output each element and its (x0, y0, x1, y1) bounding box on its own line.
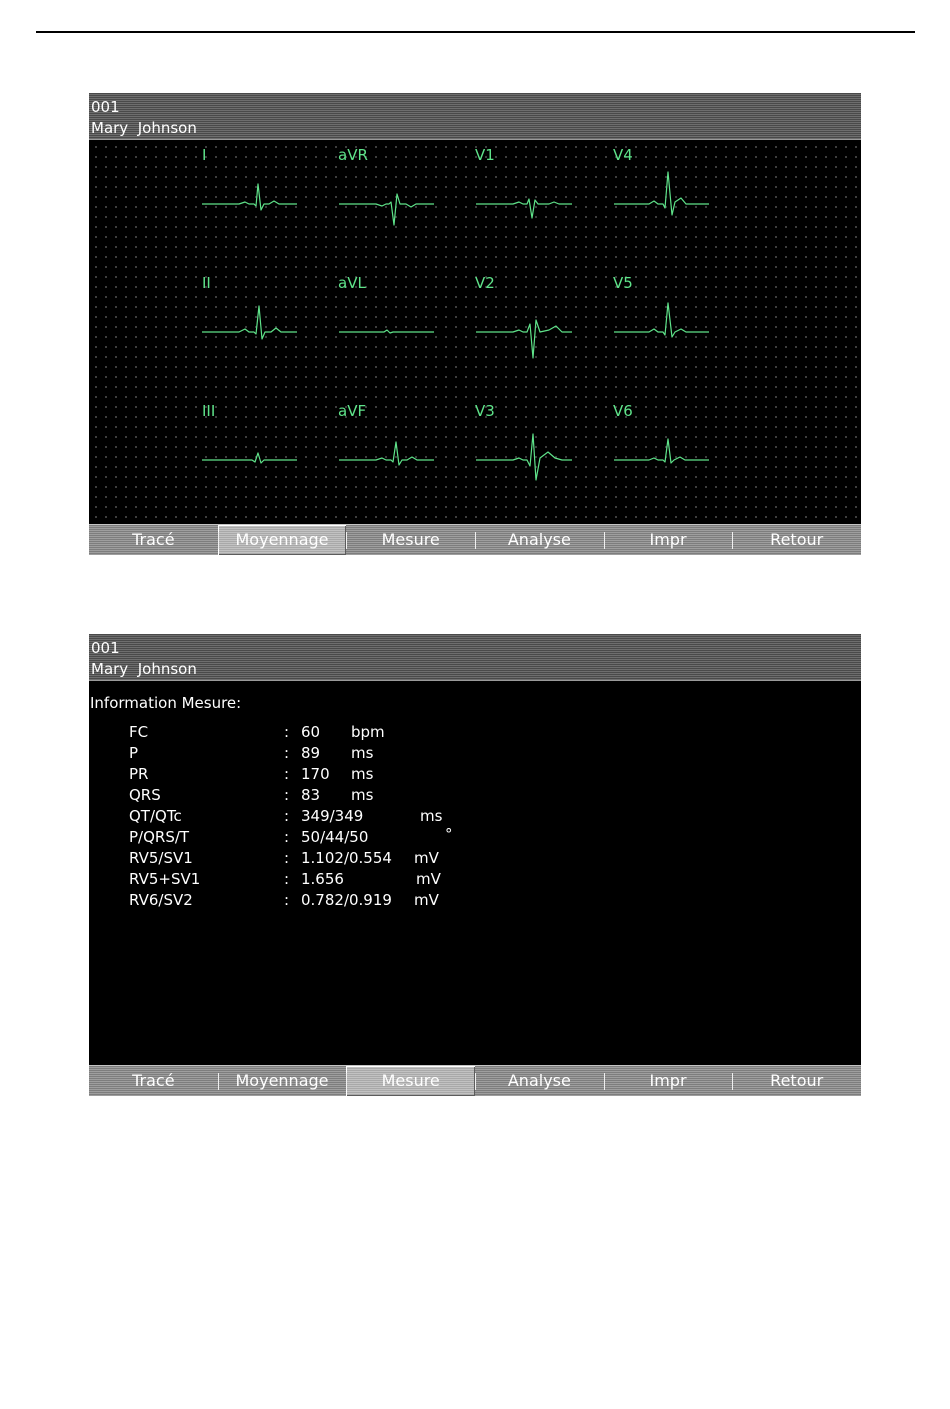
lead-label-III: III (202, 402, 216, 420)
back-button[interactable]: Retour (732, 1066, 861, 1096)
measure-button[interactable]: Mesure (346, 1066, 475, 1096)
measurement-row-qrs (89, 785, 861, 806)
waveform-V5 (614, 303, 709, 337)
param-name: PR (129, 765, 149, 783)
print-button[interactable]: Impr (604, 525, 733, 555)
lead-label-II: II (202, 274, 211, 292)
lead-label-V5: V5 (613, 274, 633, 292)
param-name: RV5/SV1 (129, 849, 193, 867)
param-colon: : (284, 807, 290, 825)
trace-button[interactable]: Tracé (132, 1071, 175, 1090)
param-colon: : (284, 786, 290, 804)
waveform-III (202, 453, 297, 463)
param-name: FC (129, 723, 149, 741)
measurement-row-rv5-plus-sv1 (89, 869, 861, 890)
param-unit: ms (351, 744, 374, 762)
waveform-V4 (614, 172, 709, 215)
ecg-waveforms (89, 140, 861, 524)
waveform-aVL (339, 330, 434, 333)
lead-label-aVR: aVR (338, 146, 368, 164)
lead-label-V4: V4 (613, 146, 633, 164)
param-unit: ms (351, 765, 374, 783)
param-unit: ° (445, 825, 453, 843)
waveform-II (202, 306, 297, 339)
param-value: 0.782/0.919 (301, 891, 392, 909)
averaging-button[interactable]: Moyennage (218, 1066, 347, 1096)
param-unit: mV (416, 870, 441, 888)
lead-label-V6: V6 (613, 402, 633, 420)
waveform-V3 (476, 434, 572, 480)
param-colon: : (284, 891, 290, 909)
analysis-button[interactable]: Analyse (475, 525, 604, 555)
measurement-row-axis (89, 827, 861, 848)
param-colon: : (284, 765, 290, 783)
averaging-button[interactable]: Moyennage (218, 525, 347, 555)
measurement-row-qt-qtc (89, 806, 861, 827)
measurement-title: Information Mesure: (90, 694, 242, 712)
waveform-V6 (614, 439, 709, 463)
patient-id: 001 (91, 639, 120, 657)
param-colon: : (284, 828, 290, 846)
param-unit: mV (414, 891, 439, 909)
param-name: RV6/SV2 (129, 891, 193, 909)
measure-button[interactable]: Mesure (346, 525, 475, 555)
back-button[interactable]: Retour (732, 525, 861, 555)
param-colon: : (284, 723, 290, 741)
waveform-aVF (339, 442, 434, 465)
param-value: 1.102/0.554 (301, 849, 392, 867)
patient-id: 001 (91, 98, 120, 116)
lead-label-aVF: aVF (338, 402, 367, 420)
ecg-averaging-screen (89, 93, 861, 555)
softkey-bar (89, 1065, 861, 1096)
param-name: QT/QTc (129, 807, 182, 825)
lead-label-aVL: aVL (338, 274, 366, 292)
ecg-measurement-screen (89, 634, 861, 1096)
param-colon: : (284, 744, 290, 762)
param-name: QRS (129, 786, 161, 804)
measurement-row-rv6-sv2 (89, 890, 861, 911)
param-value: 89 (301, 744, 321, 762)
waveform-aVR (339, 194, 434, 225)
param-name: P/QRS/T (129, 828, 190, 846)
patient-name: Mary Johnson (91, 660, 197, 678)
waveform-V2 (476, 320, 572, 358)
measurement-panel (89, 681, 861, 1065)
param-colon: : (284, 870, 290, 888)
measurement-row-fc (89, 722, 861, 743)
waveform-I (202, 184, 297, 210)
param-name: P (129, 744, 139, 762)
param-value: 349/349 (301, 807, 364, 825)
trace-button[interactable]: Tracé (132, 530, 175, 549)
lead-label-I: I (202, 146, 207, 164)
measurement-row-rv5-sv1 (89, 848, 861, 869)
param-unit: mV (414, 849, 439, 867)
measurement-row-p (89, 743, 861, 764)
page-top-rule (36, 31, 915, 33)
print-button[interactable]: Impr (604, 1066, 733, 1096)
param-name: RV5+SV1 (129, 870, 201, 888)
param-value: 170 (301, 765, 330, 783)
patient-header (89, 93, 861, 140)
softkey-bar (89, 524, 861, 555)
measurement-row-pr (89, 764, 861, 785)
param-value: 83 (301, 786, 321, 804)
param-unit: ms (420, 807, 443, 825)
lead-label-V2: V2 (475, 274, 495, 292)
param-value: 1.656 (301, 870, 344, 888)
patient-header (89, 634, 861, 681)
param-colon: : (284, 849, 290, 867)
patient-name: Mary Johnson (91, 119, 197, 137)
lead-label-V3: V3 (475, 402, 495, 420)
param-unit: ms (351, 786, 374, 804)
param-value: 50/44/50 (301, 828, 369, 846)
param-unit: bpm (351, 723, 385, 741)
ecg-grid (89, 140, 861, 524)
waveform-V1 (476, 199, 572, 218)
param-value: 60 (301, 723, 321, 741)
analysis-button[interactable]: Analyse (475, 1066, 604, 1096)
lead-label-V1: V1 (475, 146, 495, 164)
